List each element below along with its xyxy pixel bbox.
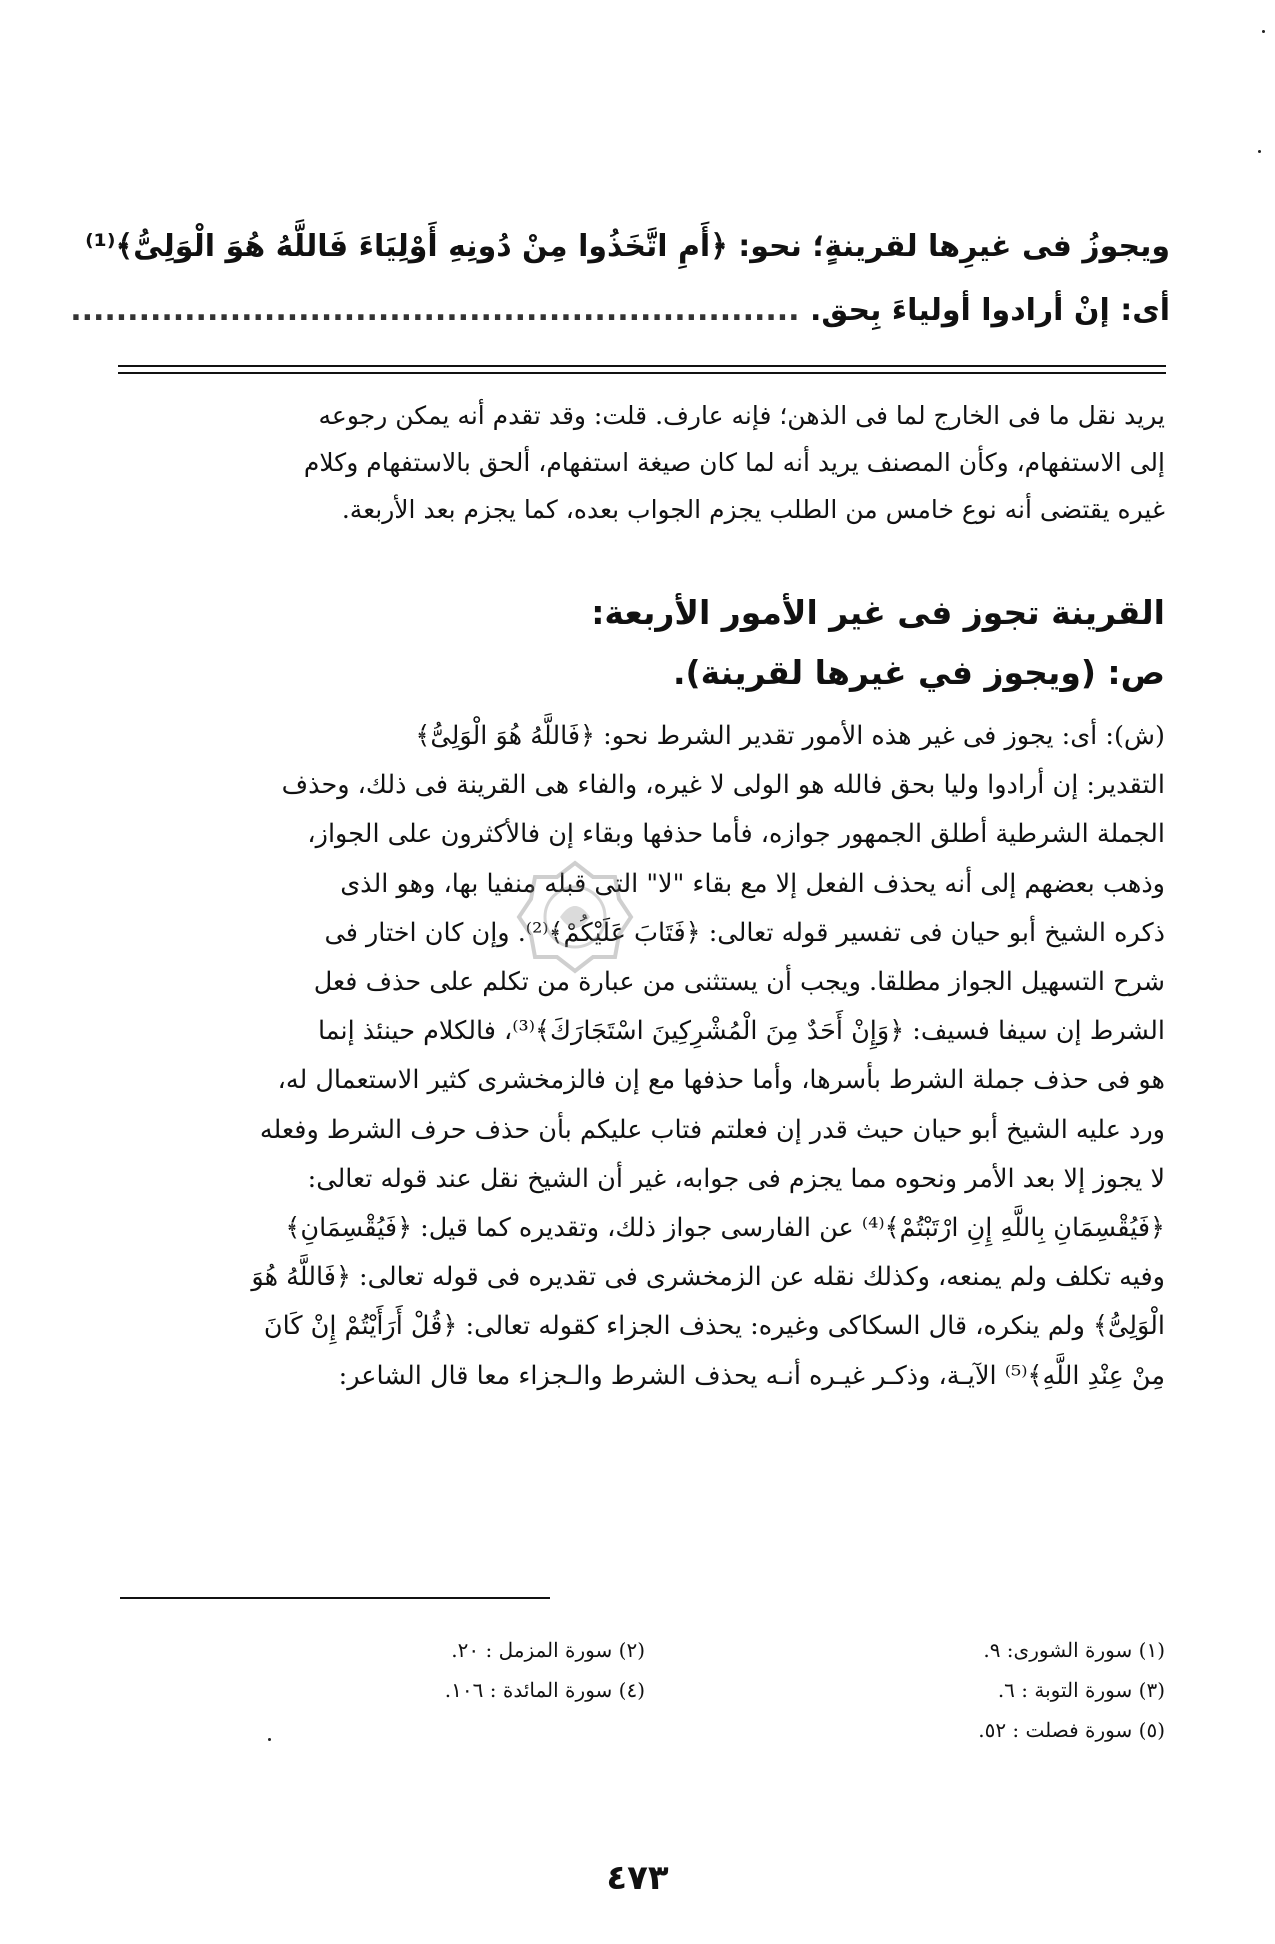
commentary-body bbox=[120, 712, 1165, 1401]
matn-line-2-text: أى: إنْ أرادوا أولياءَ بِحق. bbox=[810, 293, 1170, 328]
sharh-line: يريد نقل ما فى الخارج لما فى الذهن؛ فإنه عارف. قلت: وقد تقدم أنه يمكن رجوعه bbox=[318, 401, 1165, 430]
body-line: لا يجوز إلا بعد الأمر ونحوه مما يجزم فى جوابه، غير أن الشيخ نقل عند قوله تعالى: bbox=[307, 1163, 1165, 1194]
footnote-3: (٣) سورة التوبة : ٦. bbox=[997, 1678, 1165, 1702]
sharh-line: إلى الاستفهام، وكأن المصنف يريد أنه لما كان صيغة استفهام، ألحق بالاستفهام وكلام bbox=[303, 448, 1165, 477]
matn-separator-bottom bbox=[118, 372, 1166, 374]
footnote-row bbox=[120, 1710, 1165, 1750]
body-line: الْوَلِىُّ﴾ ولم ينكره، قال السكاكى وغيره: يحذف الجزاء كقوله تعالى: ﴿قُلْ أَرَأَيْتُمْ إِنْ كَانَ bbox=[263, 1311, 1165, 1342]
scan-speck bbox=[1258, 150, 1261, 153]
section-heading bbox=[265, 583, 1165, 703]
footnote-1: (١) سورة الشورى: ٩. bbox=[983, 1638, 1165, 1662]
scan-speck bbox=[268, 1738, 271, 1741]
body-line: ﴿فَيُقْسِمَانِ بِاللَّهِ إِنِ ارْتَبْتُمْ﴾⁽⁴⁾ عن الفارسى جواز ذلك، وتقديره كما قيل: ﴿فَيُقْسِمَانِ﴾ bbox=[285, 1213, 1165, 1244]
page-number: ٤٧٣ bbox=[606, 1858, 669, 1898]
sad-text: ص: (ويجوز في غيرها لقرينة). bbox=[673, 653, 1165, 692]
sharh-paragraph bbox=[120, 392, 1165, 533]
matn-text bbox=[70, 215, 1170, 343]
library-stamp-icon bbox=[515, 855, 635, 995]
body-line: هو فى حذف جملة الشرط بأسرها، وأما حذفها مع إن فالزمخشرى كثير الاستعمال له، bbox=[277, 1065, 1165, 1096]
scan-speck bbox=[1262, 30, 1265, 33]
matn-line-1: ويجوزُ فى غيرِها لقرينةٍ؛ نحو: ﴿أَمِ اتَّخَذُوا مِنْ دُونِهِ أَوْلِيَاءَ فَاللَّهُ هُوَ الْوَلِىُّ﴾⁽¹⁾ bbox=[85, 229, 1170, 264]
body-line: شرح التسهيل الجواز مطلقا. ويجب أن يستثنى من عبارة من تكلم على حذف فعل bbox=[313, 967, 1165, 998]
body-line: وذهب بعضهم إلى أنه يحذف الفعل إلا مع بقاء "لا" التى قبله منفيا بها، وهو الذى bbox=[340, 868, 1165, 899]
footnotes bbox=[120, 1630, 1165, 1750]
body-line: الجملة الشرطية أطلق الجمهور جوازه، فأما حذفها وبقاء إن فالأكثرون على الجواز، bbox=[307, 819, 1165, 850]
body-line: ذكره الشيخ أبو حيان فى تفسير قوله تعالى: ﴿فَتَابَ عَلَيْكُمْ﴾⁽²⁾. وإن كان اختار فى bbox=[324, 917, 1165, 948]
body-line: ورد عليه الشيخ أبو حيان حيث قدر إن فعلتم فتاب عليكم بأن حذف حرف الشرط وفعله bbox=[259, 1114, 1165, 1145]
footnote-row bbox=[120, 1630, 1165, 1670]
footnote-4: (٤) سورة المائدة : ١٠٦. bbox=[444, 1678, 645, 1702]
footnote-5: (٥) سورة فصلت : ٥٢. bbox=[978, 1718, 1165, 1742]
body-line: وفيه تكلف ولم يمنعه، وكذلك نقله عن الزمخشرى فى تقديره فى قوله تعالى: ﴿فَاللَّهُ هُوَ bbox=[251, 1262, 1165, 1293]
body-line: الشرط إن سيفا فسيف: ﴿وَإِنْ أَحَدٌ مِنَ الْمُشْرِكِينَ اسْتَجَارَكَ﴾⁽³⁾، فالكلام حينئذ إنما bbox=[317, 1016, 1165, 1047]
matn-separator-top bbox=[118, 365, 1166, 367]
body-line: مِنْ عِنْدِ اللَّهِ﴾⁽⁵⁾ الآيـة، وذكـر غيـره أنـه يحذف الشرط والـجزاء معا قال الشاعر: bbox=[338, 1360, 1165, 1391]
matn-line-2 bbox=[70, 279, 1170, 343]
body-line: (ش): أى: يجوز فى غير هذه الأمور تقدير الشرط نحو: ﴿فَاللَّهُ هُوَ الْوَلِىُّ﴾ bbox=[415, 721, 1165, 751]
footnote-2: (٢) سورة المزمل : ٢٠. bbox=[451, 1638, 645, 1662]
sharh-line: غيره يقتضى أنه نوع خامس من الطلب يجزم الجواب بعده، كما يجزم بعد الأربعة. bbox=[341, 495, 1165, 524]
matn-dots: ................................................................ bbox=[70, 293, 800, 328]
footnote-row bbox=[120, 1670, 1165, 1710]
section-title: القرينة تجوز فى غير الأمور الأربعة: bbox=[591, 593, 1165, 632]
footnote-separator bbox=[120, 1597, 550, 1599]
body-line: التقدير: إن أرادوا وليا بحق فالله هو الولى لا غيره، والفاء هى القرينة فى ذلك، وحذف bbox=[281, 770, 1165, 801]
